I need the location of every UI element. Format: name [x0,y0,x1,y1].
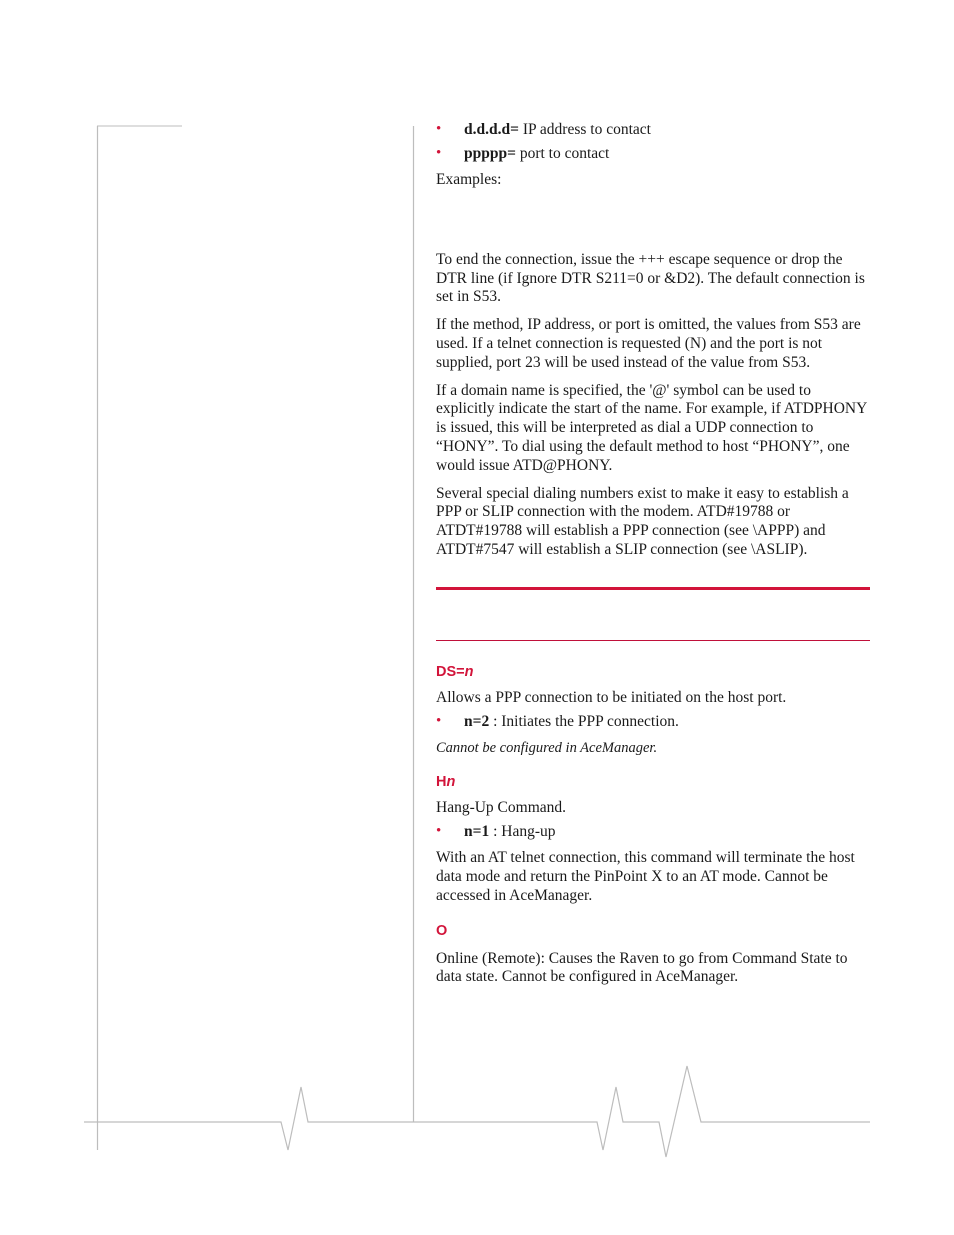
bullet-term: d.d.d.d= [464,121,519,138]
ds-description: Allows a PPP connection to be initiated on the host port. [436,688,787,706]
frame-bottom-waveform [84,1066,870,1157]
paragraph-special-dialing: Several special dialing numbers exist to make it easy to establish a PPP or SLIP connection with the modem. ATD#19788 or ATDT#19788 will establish a PPP connection (see \APPP) and ATDT#7547 will establish a SLIP connection (see \ASLIP). [436,484,849,558]
bullet-icon: • [436,712,442,729]
list-item [436,120,870,139]
h-detail: With an AT telnet connection, this command will terminate the host data mode and return the PinPoint X to an AT mode. Cannot be accessed in AceManager. [436,849,855,904]
list-item [436,822,870,841]
bullet-icon: • [436,145,442,161]
examples-label: Examples: [436,171,502,188]
bullet-term: n=2 [464,712,490,730]
h-description: Hang-Up Command. [436,799,567,817]
o-command-heading: O [436,922,448,939]
main-content [436,120,870,996]
h-command-heading: Hn [436,774,456,791]
address-bullet-list [436,120,870,163]
paragraph-end-connection: To end the connection, issue the +++ escape sequence or drop the DTR line (if Ignore DTR S211=0 or &D2). The default connection is set in S53. [436,250,865,306]
bullet-term: n=1 [464,823,490,841]
bullet-text: port to contact [515,145,610,162]
bullet-text: IP address to contact [518,121,651,138]
ds-note: Cannot be configured in AceManager. [436,739,658,756]
h-bullet-list [436,822,870,841]
bullet-text: : Hang-up [489,823,556,841]
paragraph-domain-name: If a domain name is specified, the '@' symbol can be used to explicitly indicate the start of the name. For example, if ATDPHONY is issued, this will be interpreted as dial a UDP connection to “HONY”. To dial using the default method to host “PHONY”, one would issue ATD@PHONY. [436,381,867,474]
paragraph-omitted-values: If the method, IP address, or port is omitted, the values from S53 are used. If a telnet connection is requested (N) and the port is not supplied, port 23 will be used instead of the value from S53. [436,316,861,371]
ds-bullet-list [436,712,870,731]
bullet-term: ppppp= [464,145,516,162]
ds-command-heading: DS=n [436,663,474,680]
list-item [436,712,870,731]
examples-spacer [436,199,870,251]
bullet-text: : Initiates the PPP connection. [489,712,679,730]
bullet-icon: • [436,823,442,840]
list-item [436,144,870,163]
bullet-icon: • [436,121,442,137]
o-description: Online (Remote): Causes the Raven to go from Command State to data state. Cannot be configured in AceManager. [436,949,848,986]
